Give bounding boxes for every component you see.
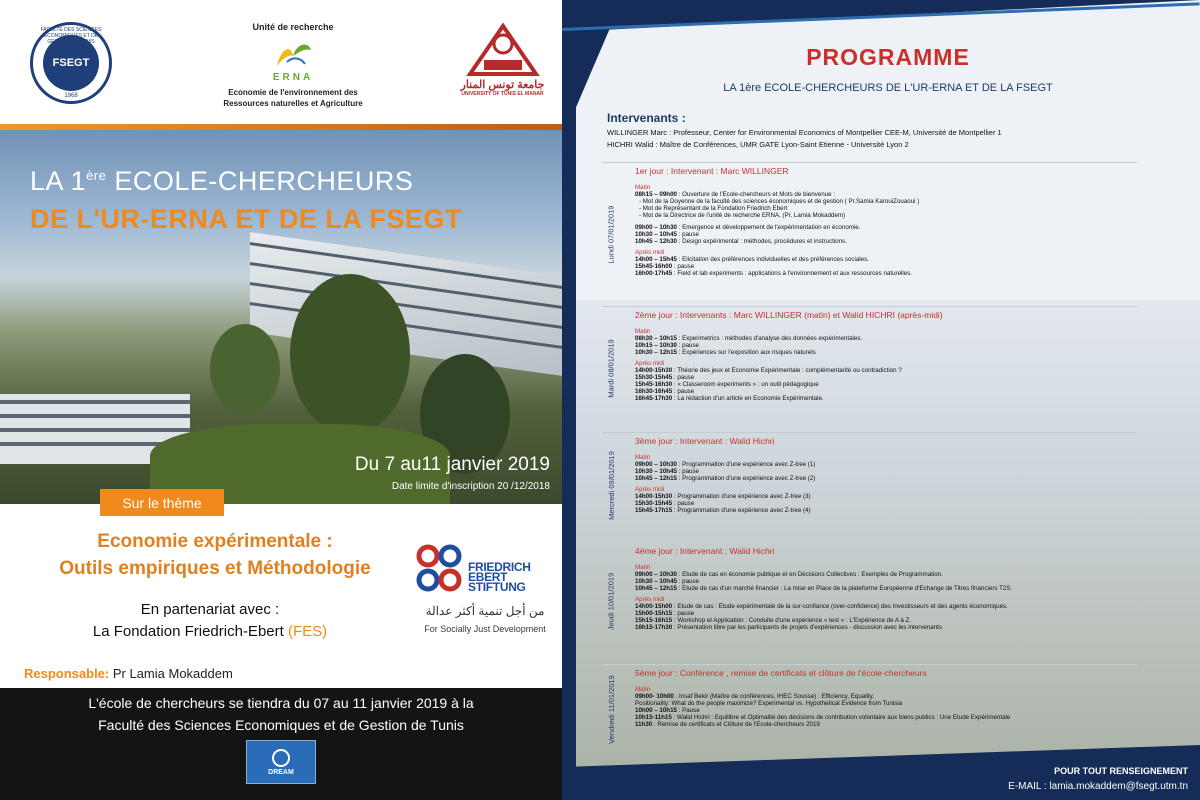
day-3-schedule	[635, 450, 1130, 514]
theme-badge: Sur le thème	[100, 489, 224, 516]
day-3-heading: 3ème jour : Intervenant : Walid Hichri	[635, 436, 775, 446]
fsegt-logo-ring-text: FACULTÉ DES SCIENCES ÉCONOMIQUES ET DE GESTION DE TUNIS	[40, 27, 102, 45]
intervenant-1: WILLINGER Marc : Professeur, Center for Environmental Economics of Montpellier CEE-M, Université de Montpellier 1	[607, 128, 1002, 137]
day-5-heading: 5ème jour : Conférence , remise de certificats et clôture de l'école-chercheurs	[635, 668, 927, 678]
schedule-line: 10h45 – 12h15 : Programmation d'une expérience avec Z-tree (2)	[635, 475, 816, 482]
schedule-line: 11h30 : Remise de certificats et Clôture de l'Ecole-chercheurs 2019	[635, 721, 820, 728]
responsable-name: Pr Lamia Mokaddem	[109, 666, 233, 681]
day-1-schedule	[635, 180, 1130, 277]
venue-line1: L'école de chercheurs se tiendra du 07 au 11 janvier 2019 à la	[88, 695, 474, 711]
session-label: Après midi	[635, 486, 665, 493]
poster-title-line1: LA 1ère ECOLE-CHERCHEURS	[30, 166, 414, 196]
partner-line1: En partenariat avec :	[140, 601, 280, 618]
fsegt-logo	[30, 22, 112, 104]
session-label: Après midi	[635, 360, 665, 367]
programme-subtitle: LA 1ère ECOLE-CHERCHEURS DE L'UR-ERNA ET DE LA FSEGT	[723, 82, 1053, 94]
day-5-schedule	[635, 682, 1130, 728]
utm-english-name: UNIVERSITY OF TUNIS EL MANAR	[461, 91, 544, 97]
day-4-heading: 4ème jour : Intervenant : Walid Hichri	[635, 546, 775, 556]
erna-unite-label: Unité de recherche	[252, 22, 334, 32]
day-2-heading: 2ème jour : Intervenants : Marc WILLINGER (matin) et Walid HICHRI (après-midi)	[635, 310, 943, 320]
theme-title	[50, 528, 380, 582]
day-3-block	[602, 432, 1137, 538]
venue-line2: Faculté des Sciences Economiques et de Gestion de Tunis	[98, 717, 464, 733]
fsegt-logo-abbr: FSEGT	[43, 35, 99, 91]
responsable-label: Responsable:	[24, 666, 110, 681]
session-label: Matin	[635, 454, 651, 461]
schedule-line: - Mot de la Directrice de l'unité de recherche ERNA, (Pr. Lamia Mokaddem)	[639, 212, 846, 219]
fes-english-tagline: For Socially Just Development	[424, 624, 546, 634]
utm-logo	[455, 22, 550, 97]
poster-left-page	[0, 0, 562, 800]
session-label: Après midi	[635, 596, 665, 603]
theme-title-line2: Outils empiriques et Méthodologie	[59, 558, 371, 579]
navy-side-band	[562, 0, 576, 800]
dream-wordmark: DREAM	[268, 768, 294, 776]
schedule-line: 15h00-15h15 : pause	[635, 610, 695, 617]
day-4-schedule	[635, 560, 1130, 631]
programme-title: PROGRAMME	[806, 44, 970, 70]
schedule-line: 10h00 – 10h15 : Pause	[635, 707, 700, 714]
erna-wordmark: ERNA	[272, 72, 314, 83]
schedule-line: 09h00 – 10h30 : Etude de cas en économie publique et en Décisions Collectives : Exemples de Programmation.	[635, 571, 943, 578]
day-5-date: Vendredi 11/01/2019	[606, 675, 616, 744]
theme-title-line1: Economie expérimentale :	[97, 531, 333, 552]
schedule-line: 15h45-17h15 : Programmation d'une expérience avec Z-tree (4)	[635, 507, 811, 514]
schedule-line: 08h15 – 09h00 : Ouverture de l'Ecole-chercheurs et Mots de bienvenue :	[635, 191, 835, 198]
schedule-line: 14h00-15h00 : Etude de cas : Etude expérimentale de la sur-confiance (over-confidence) des Investisseurs et des agents économiques.	[635, 603, 1008, 610]
day-2-date: Mardi 08/01/2019	[606, 339, 616, 398]
fsegt-logo-year: 1968	[64, 93, 78, 99]
schedule-line: 10h30 – 10h45 : pause	[635, 578, 699, 585]
schedule-line: 16h15-17h30 : Présentation libre par les participants de projets d'expériences - discussion avec les intervenants	[635, 624, 942, 631]
erna-logo	[218, 22, 368, 109]
schedule-line: 15h45-16h00 : pause	[635, 263, 695, 270]
schedule-line: 09h00- 10h00 : Insaf Bekir (Maître de conférences, IHEC Sousse) : Efficiency, Equality,	[635, 693, 875, 700]
schedule-line: 10h45 – 12h30 : Design expérimental : méthodes, procédures et instructions.	[635, 238, 847, 245]
schedule-line: 10h15-11h15 : Walid Hichri : Equilibre et Optimalité des décisions de contribution volontaire aux biens publics : Une Etude Expérimentale	[635, 714, 1011, 721]
day-2-schedule	[635, 324, 1130, 402]
schedule-line: 15h15-16h15 : Workshop et Application : Conduite d'une expérience « test » : L'Expérience de A à Z.	[635, 617, 912, 624]
partner-line2: La Fondation Friedrich-Ebert (FES)	[92, 623, 328, 640]
day-4-block	[602, 542, 1137, 660]
schedule-line: 10h30 – 10h45 : pause	[635, 468, 699, 475]
fes-emblem-icon	[410, 542, 468, 600]
partner-fes-abbr: (FES)	[287, 623, 328, 640]
session-label: Après midi	[635, 249, 665, 256]
schedule-line: 09h00 – 10h30 : Programmation d'une expérience avec Z-tree (1)	[635, 461, 816, 468]
schedule-line: - Mot de Représentant de la Fondation Friedrich Ebert	[639, 205, 788, 212]
day-5-block	[602, 664, 1137, 754]
day-3-date: Mercredi 09/01/2019	[606, 451, 616, 520]
erna-leaf-icon	[271, 40, 315, 70]
day-1-block	[602, 162, 1137, 306]
poster-title-line2: DE L'UR-ERNA ET DE LA FSEGT	[30, 204, 462, 234]
partnership-text	[40, 599, 380, 643]
registration-deadline: Date limite d'inscription 20 /12/2018	[391, 481, 550, 492]
contact-heading: POUR TOUT RENSEIGNEMENT	[1054, 766, 1188, 776]
fes-name: FRIEDRICH EBERT STIFTUNG	[468, 560, 531, 594]
schedule-line: 10h15 – 10h30 : pause	[635, 342, 699, 349]
schedule-line: 10h30 – 12h15 : Expériences sur l'exposition aux risques naturels	[635, 349, 816, 356]
day-1-heading: 1er jour : Intervenant : Marc WILLINGER	[635, 166, 789, 176]
event-dates: Du 7 au11 janvier 2019	[354, 454, 550, 475]
fes-arabic-tagline: من أجل تنمية أكثر عدالة	[425, 604, 545, 618]
utm-triangle-icon	[466, 22, 540, 78]
day-2-block	[602, 306, 1137, 430]
schedule-line: 10h30 – 10h45 : pause	[635, 231, 699, 238]
schedule-line: 16h00-17h45 : Field et lab experiments : applications à l'environnement et aux ressources naturelles.	[635, 270, 913, 277]
venue-text	[20, 692, 542, 736]
intervenants-heading: Intervenants :	[607, 111, 686, 125]
schedule-line: 08h30 – 10h15 : Experimetrics : méthodes d'analyse des données expérimentales.	[635, 335, 863, 342]
schedule-line: 14h00-15h30 : Théorie des jeux et Economie Expérimentale : complémentarité ou contradiction ?	[635, 367, 902, 374]
schedule-line: 14h00-15h30 : Programmation d'une expérience avec Z-tree (3)	[635, 493, 811, 500]
schedule-line: 15h30-15h45 : pause	[635, 374, 695, 381]
schedule-line: 15h45-16h30 : « Classeroom experiments » : un outil pédagogique	[635, 381, 819, 388]
schedule-line: 16h45-17h30 : La rédaction d'un article en Economie Expérimentale.	[635, 395, 824, 402]
utm-arabic-name: جامعة تونس المنار	[460, 79, 545, 91]
schedule-line: 15h30-15h45 : pause	[635, 500, 695, 507]
session-label: Matin	[635, 564, 651, 571]
session-label: Matin	[635, 686, 651, 693]
intervenant-2: HICHRI Walid : Maître de Conférences, UMR GATE Lyon-Saint Etienne - Université Lyon 2	[607, 140, 909, 149]
schedule-line: 10h45 – 12h15 : Etude de cas d'un marché financier : La mise en Place de la plateforme Européenne d'Echange de Titres financiers T2S.	[635, 585, 1013, 592]
orange-strip	[0, 124, 562, 130]
schedule-line: 14h00 – 15h45 : Elicitation des préférences individuelles et des préférences sociales.	[635, 256, 869, 263]
schedule-line: 16h30-16h45 : pause	[635, 388, 695, 395]
day-4-date: Jeudi 10/01/2019	[606, 572, 616, 631]
erna-desc-line2: Ressources naturelles et Agriculture	[223, 99, 363, 108]
campus-photo	[0, 124, 562, 504]
schedule-line: Positionality: What do the people maximize? Experimental vs. Hypothetical Evidence from Tunisia	[635, 700, 903, 707]
poster-right-page	[562, 0, 1200, 800]
schedule-line: - Mot de la Doyenne de la faculté des sciences économiques et de gestion ( Pr.Samia KarouiZouaoui )	[639, 198, 920, 205]
erna-description	[218, 87, 368, 109]
fes-logo	[410, 542, 560, 642]
day-1-date: Lundi 07/01/2019	[606, 205, 616, 264]
contact-email[interactable]: E-MAIL : lamia.mokaddem@fsegt.utm.tn	[1008, 781, 1188, 792]
responsable	[24, 666, 233, 681]
erna-desc-line1: Economie de l'environnement des	[228, 88, 358, 97]
schedule-line: 09h00 – 10h30 : Emergence et développement de l'expérimentation en économie.	[635, 224, 861, 231]
session-label: Matin	[635, 328, 651, 335]
session-label: Matin	[635, 184, 651, 191]
globe-icon	[272, 749, 290, 767]
dream-logo	[246, 740, 316, 784]
